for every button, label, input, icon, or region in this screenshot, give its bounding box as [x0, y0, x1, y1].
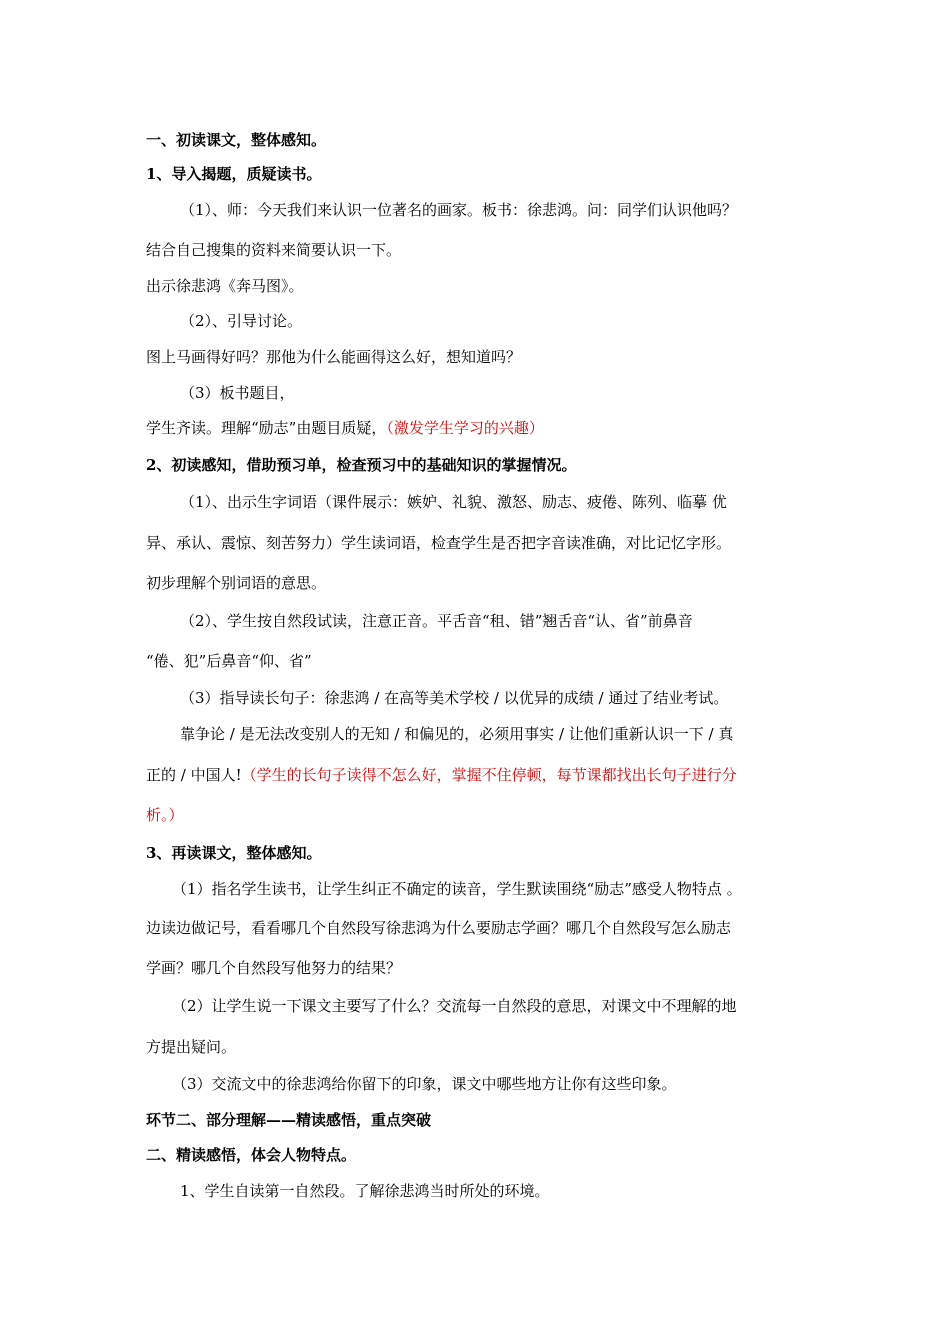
paragraph-line: （3）指导读长句子：徐悲鸿 / 在高等美术学校 / 以优异的成绩 / 通过了结业考试。	[180, 689, 729, 707]
paragraph-line: （2）、引导讨论。	[180, 312, 303, 330]
paragraph-line: （3）板书题目，	[180, 384, 295, 402]
paragraph-line: （3）交流文中的徐悲鸿给你留下的印象，课文中哪些地方让你有这些印象。	[172, 1075, 677, 1093]
paragraph-line: 学画？哪几个自然段写他努力的结果？	[146, 959, 402, 977]
subheading-3: 3、再读课文，整体感知。	[146, 844, 322, 862]
paragraph-line: 结合自己搜集的资料来简要认识一下。	[146, 241, 402, 259]
paragraph-line: 方提出疑问。	[146, 1038, 237, 1056]
teacher-note: （学生的长句子读得不怎么好，掌握不住停顿，每节课都找出长句子进行分	[241, 766, 737, 784]
paragraph-line: 初步理解个别词语的意思。	[146, 574, 327, 592]
paragraph-line: 出示徐悲鸿《奔马图》。	[146, 277, 304, 295]
paragraph-line: （2）、学生按自然段试读，注意正音。平舌音“租、错”翘舌音“认、省”前鼻音	[180, 612, 693, 630]
paragraph-line: （1）、出示生字词语（课件展示：嫉妒、礼貌、激怒、励志、疲倦、陈列、临摹 优	[180, 493, 727, 511]
paragraph-line: 图上马画得好吗？那他为什么能画得这么好，想知道吗？	[146, 348, 522, 366]
subheading-2: 2、初读感知，借助预习单，检查预习中的基础知识的掌握情况。	[146, 456, 577, 474]
paragraph-line	[146, 765, 737, 785]
paragraph-text: 正的 / 中国人!	[146, 766, 242, 784]
paragraph-line: （1）、师：今天我们来认识一位著名的画家。板书：徐悲鸿。问：同学们认识他吗？	[180, 201, 738, 219]
paragraph-line: （1）指名学生读书，让学生纠正不确定的读音，学生默读围绕“励志”感受人物特点 。	[172, 880, 742, 898]
paragraph-line	[146, 418, 544, 438]
paragraph-line: （2）让学生说一下课文主要写了什么？交流每一自然段的意思，对课文中不理解的地	[172, 997, 737, 1015]
teacher-note: 析。）	[146, 806, 184, 824]
section-heading-step2: 环节二、部分理解——精读感悟，重点突破	[146, 1111, 432, 1129]
teacher-note: （激发学生学习的兴趣）	[386, 419, 544, 437]
section-heading-1: 一、初读课文，整体感知。	[146, 131, 327, 149]
paragraph-line: 异、承认、震惊、刻苦努力）学生读词语，检查学生是否把字音读准确，对比记忆字形。	[146, 534, 732, 552]
paragraph-line: 1、学生自读第一自然段。了解徐悲鸿当时所处的环境。	[180, 1182, 550, 1200]
paragraph-line: 靠争论 / 是无法改变别人的无知 / 和偏见的，必须用事实 / 让他们重新认识一下 / 真	[180, 725, 734, 743]
subheading-1: 1、导入揭题，质疑读书。	[146, 165, 322, 183]
paragraph-line: “倦、犯”后鼻音“仰、省”	[146, 652, 312, 670]
paragraph-line: 边读边做记号，看看哪几个自然段写徐悲鸿为什么要励志学画？哪几个自然段写怎么励志	[146, 919, 732, 937]
paragraph-text: 学生齐读。理解“励志”由题目质疑，	[146, 419, 387, 437]
section-heading-2: 二、精读感悟，体会人物特点。	[146, 1146, 357, 1164]
